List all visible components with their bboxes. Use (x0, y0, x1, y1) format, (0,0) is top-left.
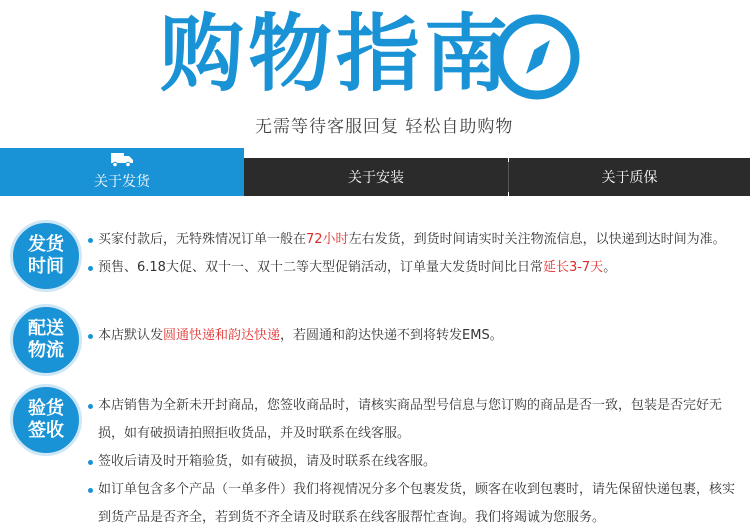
highlight-text: 72小时 (306, 232, 349, 247)
bullet-icon (88, 460, 93, 465)
badge-line: 发货 (28, 234, 64, 255)
text: 。 (603, 260, 617, 275)
page-title: 购物指南 (160, 5, 513, 103)
list-item (88, 226, 750, 254)
text: 左右发货，到货时间请实时关注物流信息，以快递到达时间为准。 (348, 232, 726, 247)
badge-line: 配送 (28, 318, 64, 339)
page-subtitle: 无需等待客服回复 轻松自助购物 (255, 117, 514, 137)
badge-line: 物流 (28, 340, 64, 361)
tab-bar (0, 148, 750, 196)
text: 本店销售为全新未开封商品，您签收商品时，请核实商品型号信息与您订购的商品是否一致，包装是否完好无 (98, 398, 723, 413)
text: 预售、6.18大促、双十一、双十二等大型促销活动，订单量大发货时间比日常 (98, 260, 543, 275)
text: 买家付款后，无特殊情况订单一般在 (98, 232, 307, 247)
section-text (88, 322, 750, 350)
highlight-text: 延长3-7天 (542, 260, 604, 275)
badge-delivery (10, 304, 82, 376)
list-item (88, 254, 750, 282)
section-text (88, 226, 750, 282)
list-item (88, 392, 750, 420)
section-delivery (0, 300, 750, 380)
tab-warranty[interactable] (509, 158, 750, 196)
badge-line: 时间 (28, 256, 64, 277)
tab-shipping[interactable] (0, 148, 244, 196)
tab-label: 关于发货 (94, 174, 150, 190)
tab-label: 关于质保 (601, 170, 658, 186)
badge-inspection (10, 384, 82, 456)
compass-icon (492, 12, 582, 102)
highlight-text: 圆通快递和韵达快递 (163, 328, 281, 343)
tab-label: 关于安装 (348, 170, 404, 186)
text: ，若圆通和韵达快递不到将转发EMS。 (280, 328, 503, 343)
bullet-icon (88, 488, 93, 493)
bullet-icon (88, 404, 93, 409)
tab-installation[interactable] (244, 158, 508, 196)
list-item-continuation: 到货产品是否齐全，若到货不齐全请及时联系在线客服帮忙查询。我们将竭诚为您服务。 (98, 510, 606, 525)
bullet-icon (88, 266, 93, 271)
badge-shipping-time (10, 220, 82, 292)
section-shipping-time (0, 216, 750, 296)
text: 签收后请及时开箱验货，如有破损，请及时联系在线客服。 (98, 454, 437, 469)
bullet-icon (88, 334, 93, 339)
section-inspection (0, 384, 750, 525)
list-item (88, 322, 750, 350)
bullet-icon (88, 238, 93, 243)
list-item (88, 448, 750, 476)
section-text (88, 392, 750, 532)
badge-line: 验货 (28, 398, 64, 419)
text: 如订单包含多个产品（一单多件）我们将视情况分多个包裹发货，顾客在收到包裹时，请先保留快递包裹，核实 (98, 482, 736, 497)
truck-icon (111, 153, 133, 167)
list-item (88, 476, 750, 504)
header (0, 0, 750, 148)
list-item-continuation: 损，如有破损请拍照拒收货品，并及时联系在线客服。 (98, 426, 411, 441)
badge-line: 签收 (28, 420, 64, 441)
text: 本店默认发 (98, 328, 164, 343)
